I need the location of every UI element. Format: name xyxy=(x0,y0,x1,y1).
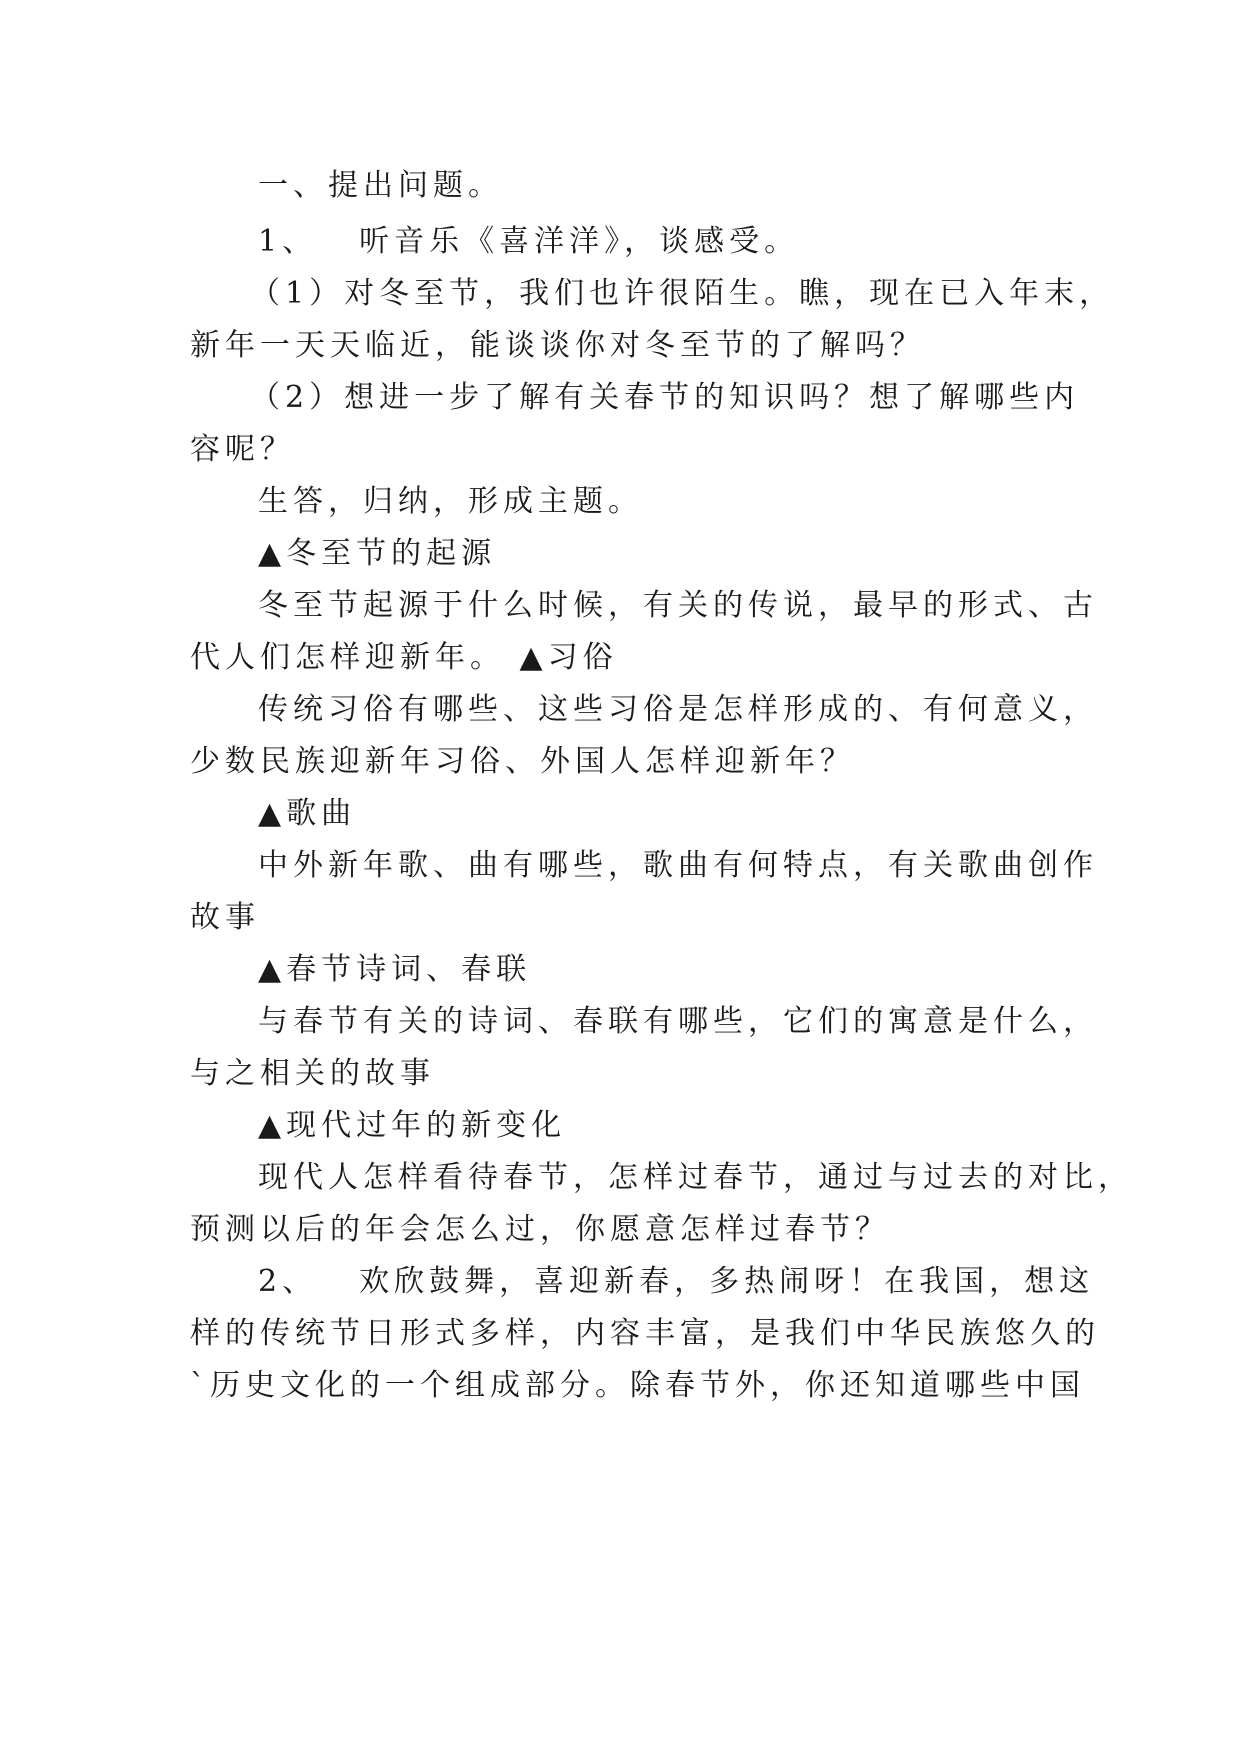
topic-poem-line-1: 与春节有关的诗词、春联有哪些，它们的寓意是什么， xyxy=(258,1004,1098,1039)
topic-modern-line-2: 预测以后的年会怎么过，你愿意怎样过春节？ xyxy=(190,1212,890,1247)
item-2-line-3: `历史文化的一个组成部分。除春节外，你还知道哪些中国 xyxy=(190,1368,1085,1403)
topic-poem-line-2: 与之相关的故事 xyxy=(190,1056,435,1091)
topic-song-line-2: 故事 xyxy=(190,900,260,935)
item-1-number: 1、 xyxy=(258,224,318,259)
item-2-number: 2、 xyxy=(258,1264,318,1299)
item-1 xyxy=(258,222,799,262)
topic-song-title: ▲歌曲 xyxy=(258,796,357,831)
item-2-line-1 xyxy=(258,1262,1094,1302)
topic-custom-line-2: 少数民族迎新年习俗、外国人怎样迎新年？ xyxy=(190,744,855,779)
item-2-line-2: 样的传统节日形式多样，内容丰富，是我们中华民族悠久的 xyxy=(190,1316,1100,1351)
item-1-text: 听音乐《喜洋洋》，谈感受。 xyxy=(359,224,800,259)
section-heading: 一、提出问题。 xyxy=(258,168,503,203)
question-2-line-2: 容呢？ xyxy=(190,432,295,467)
topic-poem-title: ▲春节诗词、春联 xyxy=(258,952,532,987)
topic-origin-line-1: 冬至节起源于什么时候，有关的传说，最早的形式、古 xyxy=(258,588,1098,623)
topic-origin-line-2: 代人们怎样迎新年。 ▲习俗 xyxy=(190,640,618,675)
question-1-line-2: 新年一天天临近，能谈谈你对冬至节的了解吗？ xyxy=(190,328,925,363)
question-1-line-1: （1）对冬至节，我们也许很陌生。瞧，现在已入年末， xyxy=(250,276,1115,311)
question-2-line-1: （2）想进一步了解有关春节的知识吗？想了解哪些内 xyxy=(250,380,1080,415)
topic-origin-title: ▲冬至节的起源 xyxy=(258,536,497,571)
topic-song-line-1: 中外新年歌、曲有哪些，歌曲有何特点，有关歌曲创作 xyxy=(258,848,1098,883)
topic-custom-line-1: 传统习俗有哪些、这些习俗是怎样形成的、有何意义， xyxy=(258,692,1098,727)
summary-text: 生答，归纳，形成主题。 xyxy=(258,484,643,519)
topic-modern-title: ▲现代过年的新变化 xyxy=(258,1108,567,1143)
item-2-text: 欢欣鼓舞，喜迎新春，多热闹呀！在我国，想这 xyxy=(359,1264,1095,1299)
topic-modern-line-1: 现代人怎样看待春节，怎样过春节，通过与过去的对比， xyxy=(258,1160,1133,1195)
